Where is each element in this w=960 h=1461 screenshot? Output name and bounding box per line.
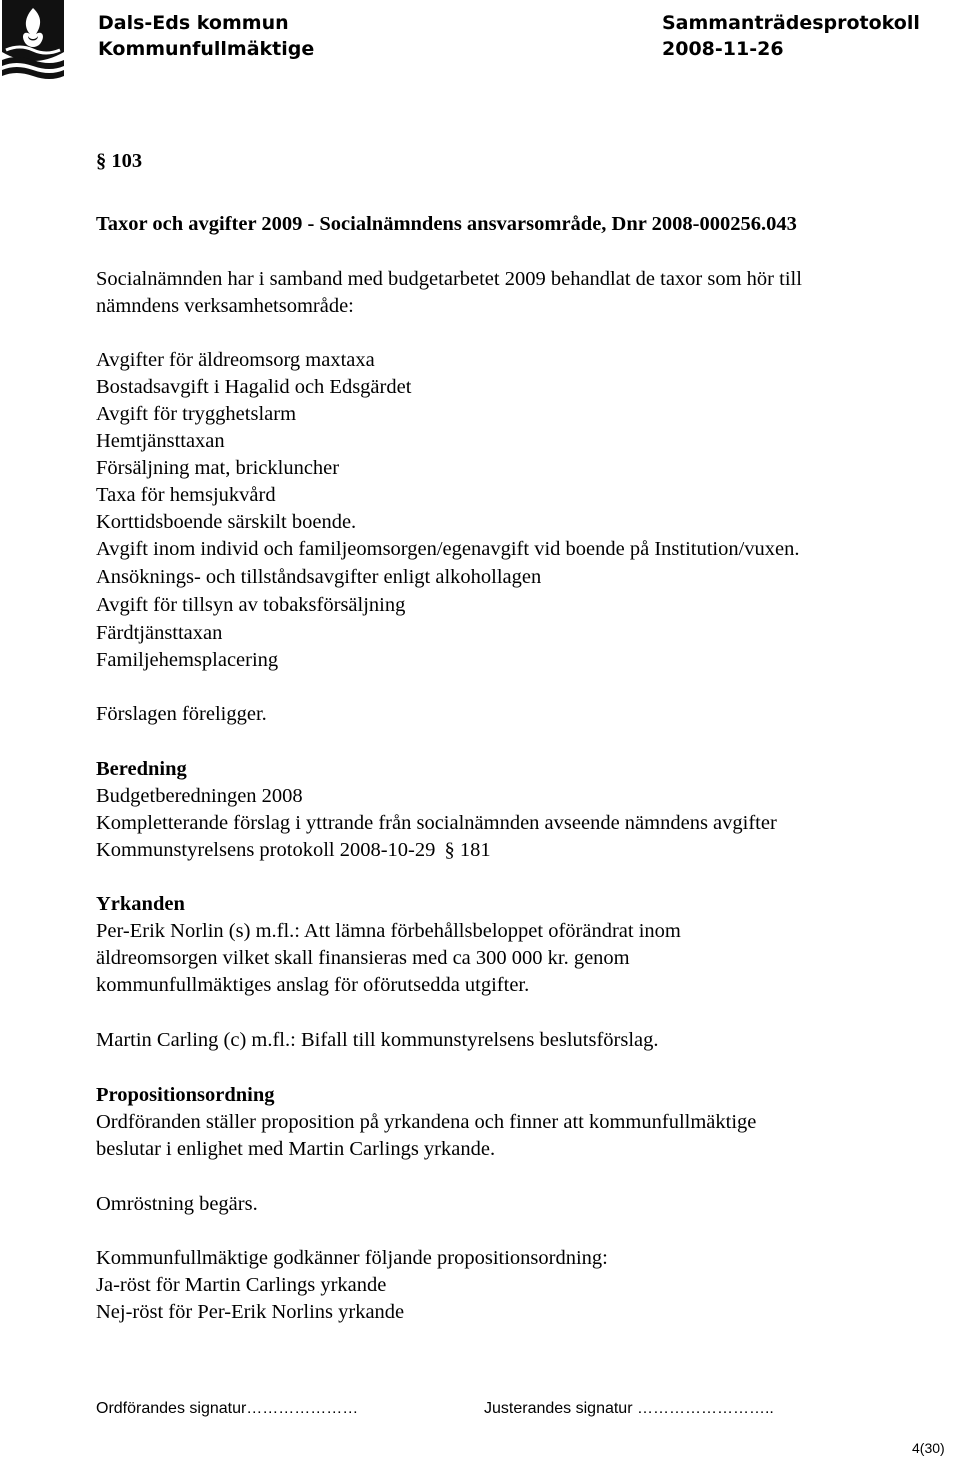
proposition-text: Ordföranden ställer proposition på yrkandena och finner att kommunfullmäktige — [96, 1111, 757, 1133]
header-org: Dals-Eds kommun — [98, 12, 289, 34]
proposition-text: beslutar i enlighet med Martin Carlings yrkande. — [96, 1138, 496, 1160]
beredning-heading: Beredning — [96, 758, 187, 780]
chair-signature: Ordförandes signatur………………… — [96, 1400, 359, 1417]
referenced-section: 181 — [459, 839, 491, 861]
beredning-item: Budgetberedningen 2008 — [96, 785, 303, 807]
fee-item: Avgift för trygghetslarm — [96, 403, 297, 425]
vote-option: Ja-röst för Martin Carlings yrkande — [96, 1274, 387, 1296]
section-title: Taxor och avgifter 2009 - Socialnämndens ansvarsområde, Dnr 2008-000256.043 — [96, 213, 797, 235]
propositionsordning-heading: Propositionsordning — [96, 1084, 275, 1106]
yrkande-text: Per-Erik Norlin (s) m.fl.: Att lämna förbehållsbeloppet oförändrat inom — [96, 920, 681, 942]
section-symbol: § — [96, 150, 107, 172]
fee-item: Färdtjänsttaxan — [96, 622, 223, 644]
fee-item: Bostadsavgift i Hagalid och Edsgärdet — [96, 376, 412, 398]
vote-request: Omröstning begärs. — [96, 1193, 258, 1215]
fee-item: Hemtjänsttaxan — [96, 430, 225, 452]
beredning-item-text: Kommunstyrelsens protokoll 2008-10-29 — [96, 839, 436, 861]
yrkande-text: äldreomsorgen vilket skall finansieras med ca 300 000 kr. genom — [96, 947, 630, 969]
yrkanden-heading: Yrkanden — [96, 893, 185, 915]
fee-item: Familjehemsplacering — [96, 649, 279, 671]
section-symbol: § — [444, 839, 455, 861]
fee-item: Taxa för hemsjukvård — [96, 484, 276, 506]
vote-option: Nej-röst för Per-Erik Norlins yrkande — [96, 1301, 405, 1323]
header-body-name: Kommunfullmäktige — [98, 38, 315, 60]
page-number: 4(30) — [912, 1440, 945, 1456]
fee-item: Försäljning mat, brickluncher — [96, 457, 340, 479]
fee-item: Avgift inom individ och familjeomsorgen/egenavgift vid boende på Institution/vuxen. — [96, 538, 800, 560]
intro-line-2: nämndens verksamhetsområde: — [96, 295, 354, 317]
intro-line-1: Socialnämnden har i samband med budgetarbetet 2009 behandlat de taxor som hör till — [96, 268, 802, 290]
yrkande-text: Martin Carling (c) m.fl.: Bifall till kommunstyrelsens beslutsförslag. — [96, 1029, 659, 1051]
proposals-present: Förslagen föreligger. — [96, 703, 267, 725]
yrkande-text: kommunfullmäktiges anslag för oförutsedda utgifter. — [96, 974, 530, 996]
municipality-logo — [0, 0, 66, 80]
adjuster-signature: Justerandes signatur …………………….. — [484, 1400, 774, 1417]
beredning-item — [96, 837, 491, 864]
section-number-value: 103 — [111, 150, 143, 172]
fee-item: Ansöknings- och tillståndsavgifter enligt alkohollagen — [96, 566, 542, 588]
approval-text: Kommunfullmäktige godkänner följande propositionsordning: — [96, 1247, 608, 1269]
beredning-item: Kompletterande förslag i yttrande från socialnämnden avseende nämndens avgifter — [96, 812, 777, 834]
section-number — [96, 148, 142, 175]
fee-item: Avgift för tillsyn av tobaksförsäljning — [96, 594, 406, 616]
header-doc-type: Sammanträdesprotokoll — [662, 12, 920, 34]
fee-item: Avgifter för äldreomsorg maxtaxa — [96, 349, 375, 371]
fee-item: Korttidsboende särskilt boende. — [96, 511, 357, 533]
header-date: 2008-11-26 — [662, 38, 784, 60]
